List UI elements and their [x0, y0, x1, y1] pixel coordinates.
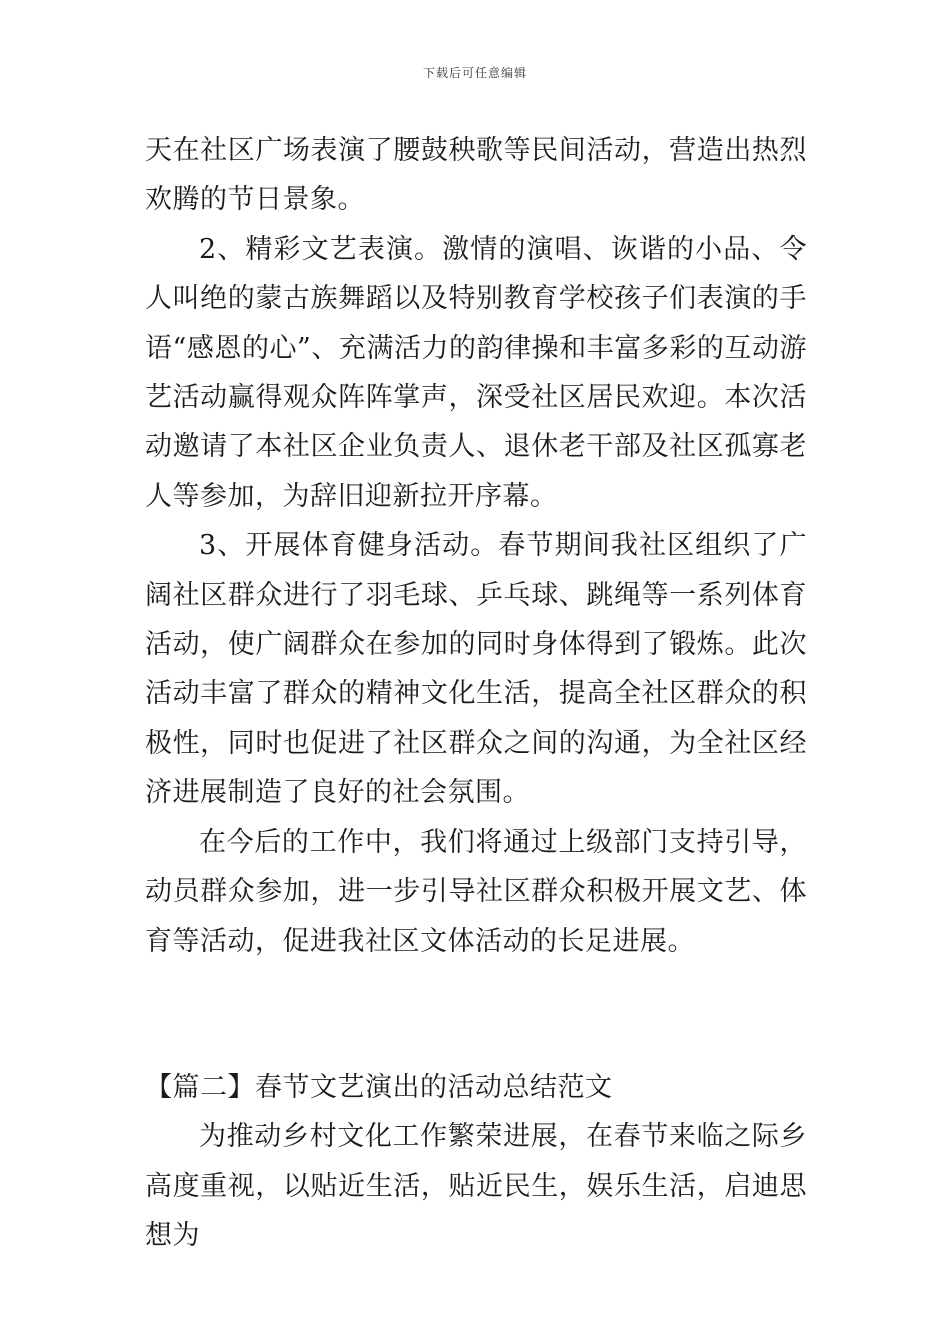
paragraph-section-intro: 为推动乡村文化工作繁荣进展，在春节来临之际乡高度重视，以贴近生活，贴近民生，娱乐生活，启迪思想为 — [145, 1121, 807, 1252]
page-header-note: 下载后可任意编辑 — [422, 66, 527, 80]
paragraph-continuation: 天在社区广场表演了腰鼓秧歌等民间活动，营造出热烈欢腾的节日景象。 — [145, 135, 807, 216]
document-body — [145, 126, 807, 1261]
section-spacer — [145, 966, 807, 1063]
paragraph-sports: 3、开展体育健身活动。春节期间我社区组织了广阔社区群众进行了羽毛球、乒乓球、跳绳等一系列体育活动，使广阔群众在参加的同时身体得到了锻炼。此次活动丰富了群众的精神文化生活，提高全社区群众的积极性，同时也促进了社区群众之间的沟通，为全社区经济进展制造了良好的社会氛围。 — [145, 530, 807, 809]
paragraph-future-work: 在今后的工作中，我们将通过上级部门支持引导，动员群众参加，进一步引导社区群众积极开展文艺、体育等活动，促进我社区文体活动的长足进展。 — [145, 826, 807, 957]
section-heading: 【篇二】春节文艺演出的活动总结范文 — [145, 1071, 613, 1103]
paragraph-performance: 2、精彩文艺表演。激情的演唱、诙谐的小品、令人叫绝的蒙古族舞蹈以及特别教育学校孩子们表演的手语“感恩的心”、充满活力的韵律操和丰富多彩的互动游艺活动赢得观众阵阵掌声，深受社区居民欢迎。本次活动邀请了本社区企业负责人、退休老干部及社区孤寡老人等参加，为辞旧迎新拉开序幕。 — [145, 233, 807, 512]
